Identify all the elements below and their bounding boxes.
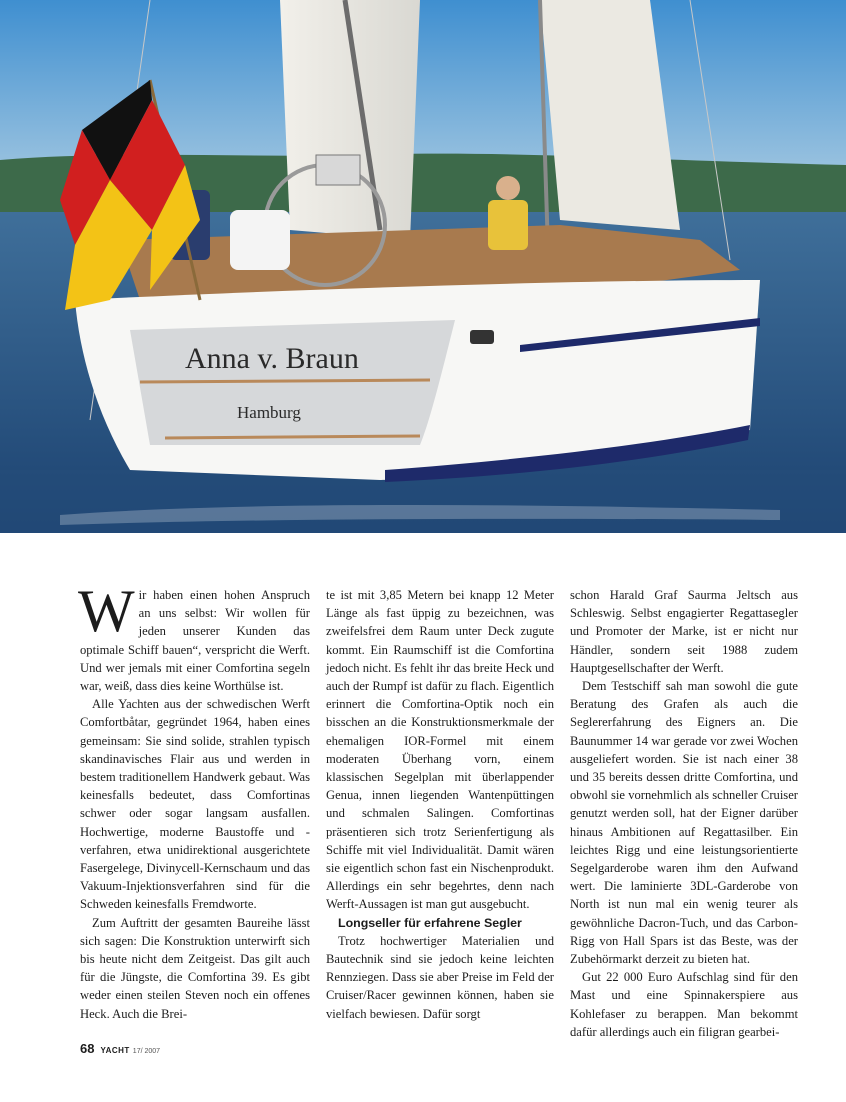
subheading: Longseller für erfahrene Segler [338, 915, 522, 930]
paragraph: Dem Testschiff sah man sowohl die gute Beratung des Grafen als auch die Seglererfahrung des Eigners an. Die Baunummer 14 war gerade vor zwei Wochen ausgeliefert worden. Sie ist nach einer 38 und 35 bereits dessen dritte Comfortina, und obwohl sie vornehmlich als schneller Cruiser genutzt werden soll, hat der Eigner darüber hinaus Ambitionen auf Regattasilber. Ein leichtes Rigg und eine leistungsorientierte Segelgarderobe waren ihm den Aufwand wert. Die laminierte 3DL-Garderobe von North ist nun mal ein wenig teurer als gewöhnliche Dacron-Tuch, und das Carbon-Rigg von Hall Spars ist das Beste, was der Zubehörmarkt derzeit zu bieten hat. [570, 679, 798, 967]
paragraph: schon Harald Graf Saurma Jeltsch aus Schleswig. Selbst engagierter Regattasegler und Promoter der Marke, ist er nicht nur Händler, sondern seit 1988 zudem Hauptgesellschafter der Werft. [570, 588, 798, 675]
paragraph: Alle Yachten aus der schwedischen Werft Comfortbåtar, gegründet 1964, haben eines gemeinsam: Sie sind solide, strahlen typisch skandinavisches Flair aus und werden in bestem traditionellem Handwerk gebaut. Was keinesfalls bedeutet, dass Comfortinas schwer oder sogar langsam ausfallen. Hochwertige, moderne Baustoffe und -verfahren, etwa unidirektional ausgerichtete Fasergelege, Divinycell-Kernschaum und das Vakuum-Injektionsverfahren sind für die Schweden keinesfalls Fremdworte. [80, 697, 310, 912]
boat-name: Anna v. Braun [185, 342, 359, 375]
magazine-name: YACHT [100, 1046, 130, 1055]
home-port: Hamburg [237, 403, 301, 422]
paragraph-text: ir haben einen hohen Anspruch an uns selbst: Wir wollen für jeden unserer Kunden das optimale Schiff bauen“, verspricht die Werft. Und wer jemals mit einer Comfortina segeln war, weiß, dass dies keine Worthülse ist. [80, 588, 310, 694]
page-number: 68 [80, 1041, 95, 1056]
dropcap: W [78, 578, 135, 644]
paragraph: Gut 22 000 Euro Aufschlag sind für den Mast und eine Spinnakerspiere aus Kohlefaser zu berappen. Man bekommt dafür allerdings auch ein filigran gearbei- [570, 970, 798, 1039]
page-footer [80, 1041, 160, 1056]
paragraph [78, 578, 310, 695]
article-column-3 [570, 586, 798, 1041]
issue-number: 17/ 2007 [132, 1048, 161, 1055]
article-column-2 [326, 586, 554, 1023]
article-column-1 [78, 578, 310, 1023]
yacht-stern-photo [0, 0, 846, 533]
paragraph: Trotz hochwertiger Materialien und Bautechnik sind sie jedoch keine leichten Rennziegen. Dass sie aber Preise im Feld der Cruiser/Racer gewinnen können, haben sie vielfach bewiesen. Dafür sorgt [326, 933, 554, 1021]
paragraph: te ist mit 3,85 Metern bei knapp 12 Meter Länge als fast üppig zu bezeichnen, was zweifelsfrei dem Raum unter Deck zugute kommt. Ein Raumschiff ist die Comfortina jedoch nicht. Es fehlt ihr das breite Heck und auch der Rumpf ist dafür zu flach. Eigentlich erinnert die Comfortina-Optik noch ein bisschen an die Konstruktionsmerkmale der ehemaligen IOR-Formel mit einem moderaten Überhang vorn, einem klassischen Segelplan mit überlappender Genua, innen liegenden Wantenpüttingen und schmalen Salingen. Comfortinas präsentieren sich trotz Serienfertigung als Schiffe mit viel Individualität. Damit wären sie eigentlich schon fast ein Nischenprodukt. Allerdings ein sehr begehrtes, denn nach Werft-Aussagen ist man gut ausgebucht. [326, 588, 554, 912]
paragraph: Zum Auftritt der gesamten Baureihe lässt sich sagen: Die Konstruktion unterwirft sich bis heute nicht dem Zeitgeist. Das gilt auch für die Jüngste, die Comfortina 39. Es gibt weder einen steilen Steven noch ein offenes Heck. Auch die Brei- [80, 915, 310, 1021]
